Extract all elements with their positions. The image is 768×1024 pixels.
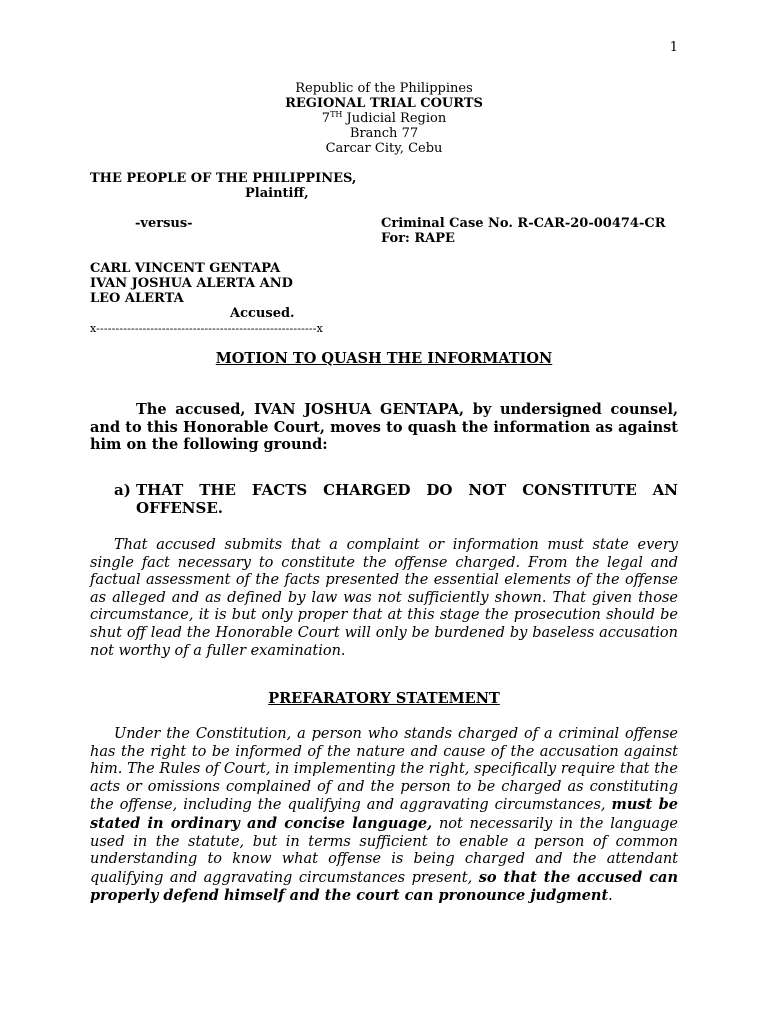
accused-role: Accused.: [230, 306, 295, 321]
page-number: 1: [669, 40, 678, 55]
case-number: Criminal Case No. R-CAR-20-00474-CR: [381, 216, 666, 231]
intro-paragraph: [90, 401, 678, 454]
header-judicial-region: 7TH Judicial Region: [321, 110, 447, 126]
header-republic: Republic of the Philippines: [295, 81, 473, 96]
prefatory-title: PREFARATORY STATEMENT: [268, 690, 500, 707]
plaintiff-name: THE PEOPLE OF THE PHILIPPINES,: [90, 171, 357, 186]
ground-label: a): [114, 481, 131, 499]
prefatory-paragraph: [90, 726, 678, 906]
ground-text: THAT THE FACTS CHARGED DO NOT CONSTITUTE AN OFFENSE.: [136, 481, 678, 517]
header-location: Carcar City, Cebu: [325, 141, 443, 156]
header-branch: Branch 77: [349, 126, 419, 141]
prefatory-part-2: not necessarily in the language used in the statute, but in terms sufficient to enable a person of common understanding to know what offense is being charged and the attendant qualifying and aggravating circumstances present,: [90, 815, 678, 886]
plaintiff-role: Plaintiff,: [245, 186, 309, 201]
intro-post: by undersigned counsel, and to this Honorable Court, moves to quash the information as against him on the following ground:: [90, 401, 679, 454]
intro-accused-name: IVAN JOSHUA GENTAPA,: [254, 401, 465, 418]
caption-separator: x---------------------------------------------------------x: [90, 322, 323, 335]
case-offense: For: RAPE: [381, 231, 455, 246]
motion-title: MOTION TO QUASH THE INFORMATION: [215, 350, 553, 367]
accused-name-1: CARL VINCENT GENTAPA: [90, 261, 281, 276]
prefatory-end: .: [608, 888, 613, 905]
header-court: REGIONAL TRIAL COURTS: [285, 96, 483, 111]
prefatory-bold-2: so that the accused can properly defend himself and the court can pronounce judgment: [90, 868, 678, 905]
versus-label: -versus-: [135, 216, 193, 231]
prefatory-part-1: Under the Constitution, a person who stands charged of a criminal offense has the right to be informed of the nature and cause of the accusation against him. The Rules of Court, in implementing the right, specifically require that the acts or omissions complained of and the person to be charged as constituting the offense, including the qualifying and aggravating circumstances,: [90, 726, 678, 814]
ground-item: [114, 481, 678, 517]
accused-name-3: LEO ALERTA: [90, 291, 184, 306]
intro-pre: The accused,: [136, 401, 255, 418]
accused-name-2: IVAN JOSHUA ALERTA AND: [90, 276, 293, 291]
ground-explanation: That accused submits that a complaint or information must state every single fact necessary to constitute the offense charged. From the legal and factual assessment of the facts presented the essential elements of the offense as alleged and as defined by law was not sufficiently shown. That given those circumstance, it is but only proper that at this stage the prosecution should be shut off lead the Honorable Court will only be burdened by baseless accusation not worthy of a fuller examination.: [90, 537, 678, 659]
prefatory-bold-1: must be stated in ordinary and concise language,: [90, 796, 678, 832]
